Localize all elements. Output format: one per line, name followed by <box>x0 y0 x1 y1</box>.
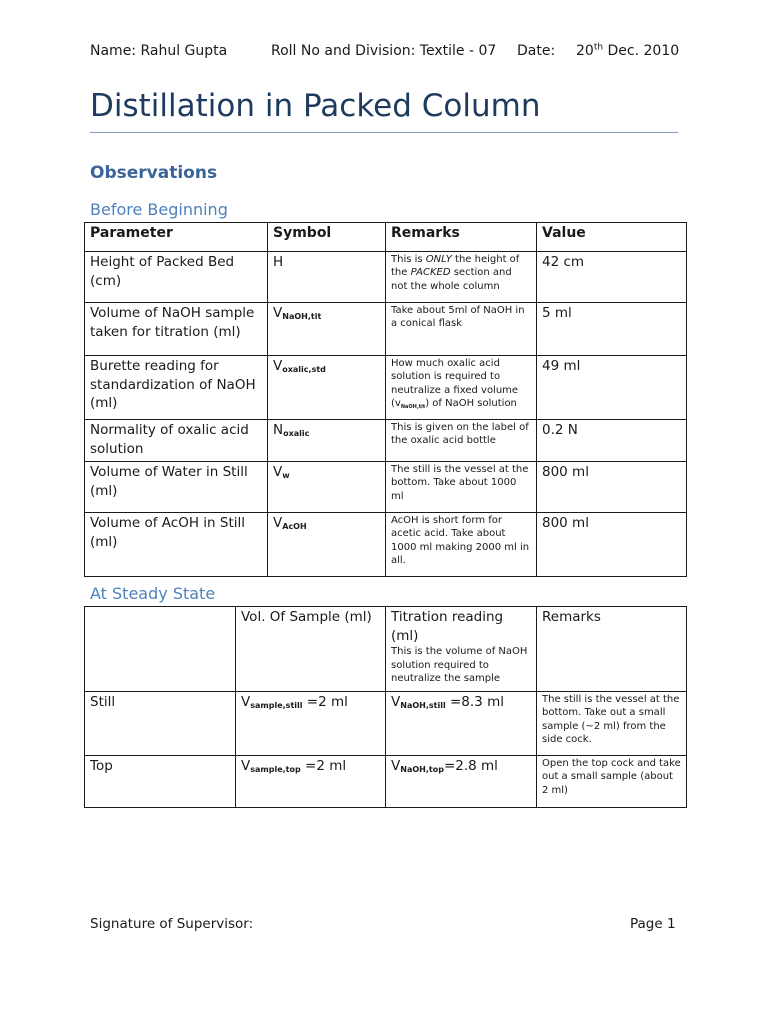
symbol-subscript: AcOH <box>282 522 307 531</box>
symbol-cell: H <box>268 252 386 303</box>
param-cell: Volume of NaOH sample taken for titration (ml) <box>85 303 268 356</box>
table-row <box>85 303 687 356</box>
title-underline <box>90 132 678 133</box>
sample-subscript: sample,top <box>250 765 301 774</box>
param-cell: Volume of AcOH in Still (ml) <box>85 513 268 577</box>
titration-label: Titration reading (ml) <box>391 609 504 644</box>
value-cell: 49 ml <box>537 356 687 420</box>
table-header-row <box>85 607 687 692</box>
sample-symbol: V <box>241 694 251 710</box>
symbol-cell <box>268 513 386 577</box>
symbol-cell <box>268 420 386 462</box>
remark-text: How much oxalic acid solution is required to neutralize a fixed volume (v <box>391 358 519 409</box>
param-cell: Burette reading for standardization of NaOH (ml) <box>85 356 268 420</box>
value-cell: 800 ml <box>537 462 687 513</box>
remark-cell: The still is the vessel at the bottom. Take out a small sample (~2 ml) from the side cock. <box>537 692 687 756</box>
col-header-parameter: Parameter <box>85 223 268 252</box>
remark-cell <box>386 356 537 420</box>
date-suffix: th <box>593 42 604 53</box>
remark-text: This is <box>391 254 426 265</box>
symbol-cell <box>268 356 386 420</box>
table-row <box>85 252 687 303</box>
supervisor-signature-label: Signature of Supervisor: <box>90 916 254 932</box>
remark-cell: AcOH is short form for acetic acid. Take about 1000 ml making 2000 ml in all. <box>386 513 537 577</box>
steady-state-heading: At Steady State <box>90 584 216 603</box>
sample-cell <box>236 756 386 808</box>
sample-subscript: sample,still <box>250 701 303 710</box>
value-cell: 5 ml <box>537 303 687 356</box>
remark-cell: Take about 5ml of NaOH in a conical flask <box>386 303 537 356</box>
titration-value: =2.8 ml <box>443 758 498 774</box>
row-label: Still <box>85 692 236 756</box>
remark-cell: The still is the vessel at the bottom. Take about 1000 ml <box>386 462 537 513</box>
sample-symbol: V <box>241 758 251 774</box>
symbol-main: V <box>273 515 283 531</box>
observations-heading: Observations <box>90 163 218 183</box>
empty-header-cell <box>85 607 236 692</box>
sample-value: =2 ml <box>300 758 347 774</box>
col-header-symbol: Symbol <box>268 223 386 252</box>
before-beginning-heading: Before Beginning <box>90 200 228 219</box>
value-cell: 42 cm <box>537 252 687 303</box>
param-cell: Normality of oxalic acid solution <box>85 420 268 462</box>
titration-symbol: V <box>391 694 401 710</box>
titration-value: =8.3 ml <box>445 694 504 710</box>
symbol-subscript: oxalic <box>283 429 310 438</box>
date-value <box>576 43 679 59</box>
titration-note: This is the volume of NaOH solution required to neutralize the sample <box>391 646 528 684</box>
titration-subscript: NaOH,still <box>400 701 446 710</box>
symbol-cell <box>268 303 386 356</box>
table-row <box>85 420 687 462</box>
remark-cell <box>386 252 537 303</box>
col-header-titration <box>386 607 537 692</box>
col-header-value: Value <box>537 223 687 252</box>
symbol-subscript: w <box>282 471 290 480</box>
before-beginning-table <box>84 222 687 577</box>
page-title: Distillation in Packed Column <box>90 88 541 124</box>
table-row <box>85 692 687 756</box>
date-label: Date: <box>517 43 556 59</box>
table-row <box>85 513 687 577</box>
table-row <box>85 756 687 808</box>
symbol-subscript: oxalic,std <box>282 365 326 374</box>
remark-text: section and not the whole column <box>391 267 512 292</box>
col-header-sample: Vol. Of Sample (ml) <box>236 607 386 692</box>
table-row <box>85 356 687 420</box>
titration-cell <box>386 692 537 756</box>
titration-symbol: V <box>391 758 401 774</box>
symbol-main: N <box>273 422 284 438</box>
value-cell: 0.2 N <box>537 420 687 462</box>
remark-emphasis-packed: PACKED <box>410 267 451 279</box>
date-day: 20 <box>576 43 594 59</box>
remark-emphasis-only: ONLY <box>425 254 452 265</box>
col-header-remarks: Remarks <box>537 607 687 692</box>
remark-subscript: NaOH,tit <box>400 403 426 410</box>
titration-subscript: NaOH,top <box>400 765 444 774</box>
param-cell: Height of Packed Bed (cm) <box>85 252 268 303</box>
value-cell: 800 ml <box>537 513 687 577</box>
remark-cell: This is given on the label of the oxalic acid bottle <box>386 420 537 462</box>
symbol-main: V <box>273 358 283 374</box>
roll-number: Roll No and Division: Textile - 07 <box>271 43 497 59</box>
sample-value: =2 ml <box>302 694 348 710</box>
param-cell: Volume of Water in Still (ml) <box>85 462 268 513</box>
col-header-remarks: Remarks <box>386 223 537 252</box>
page-number: Page 1 <box>630 916 676 932</box>
symbol-main: V <box>273 305 283 321</box>
remark-text: ) of NaOH solution <box>425 397 517 409</box>
table-header-row <box>85 223 687 252</box>
symbol-subscript: NaOH,tit <box>282 312 322 321</box>
remark-cell: Open the top cock and take out a small sample (about 2 ml) <box>537 756 687 808</box>
student-name: Name: Rahul Gupta <box>90 43 228 59</box>
sample-cell <box>236 692 386 756</box>
row-label: Top <box>85 756 236 808</box>
symbol-main: V <box>273 464 283 480</box>
table-row <box>85 462 687 513</box>
remark-text: the height of the <box>391 254 520 279</box>
symbol-cell <box>268 462 386 513</box>
titration-cell <box>386 756 537 808</box>
steady-state-table <box>84 606 687 808</box>
date-rest: Dec. 2010 <box>607 43 680 59</box>
